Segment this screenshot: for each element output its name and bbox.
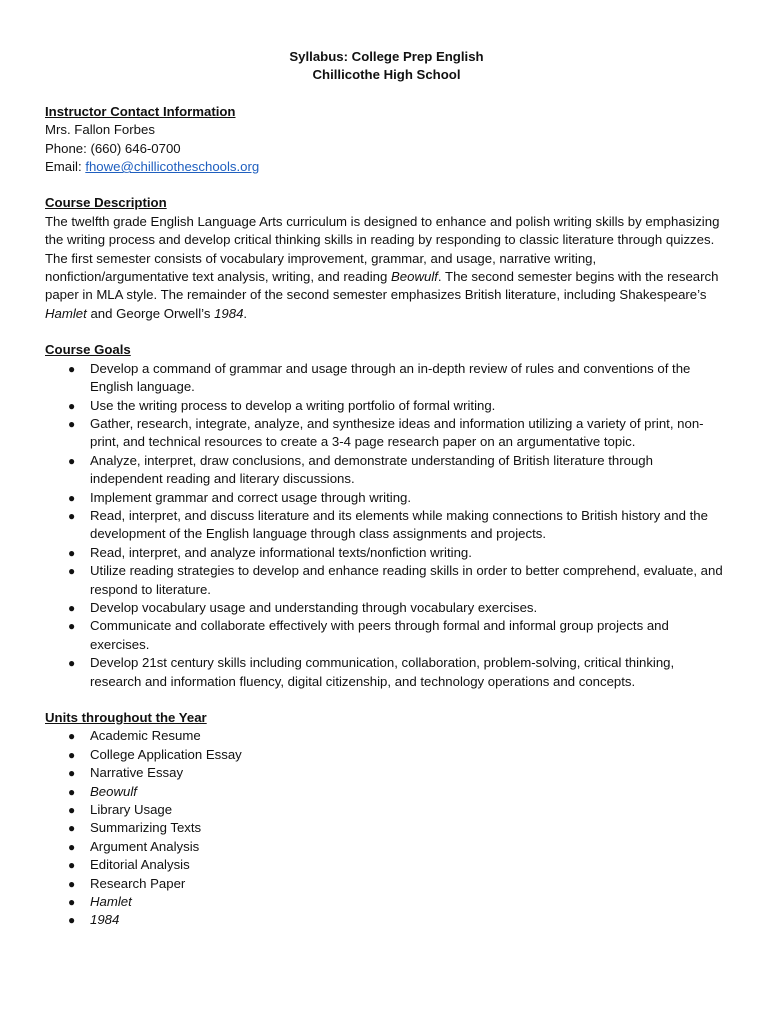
list-item-text: Utilize reading strategies to develop and enhance reading skills in order to better comprehend, evaluate, and respond to literature. — [90, 563, 723, 597]
bullet-icon: ● — [68, 619, 76, 634]
bullet-icon: ● — [68, 766, 76, 781]
bullet-icon: ● — [68, 839, 76, 854]
instructor-name: Mrs. Fallon Forbes — [45, 122, 155, 138]
bullet-icon: ● — [68, 895, 76, 910]
list-item — [45, 893, 728, 911]
list-item-text: Communicate and collaborate effectively with peers through formal and informal group projects and exercises. — [90, 618, 669, 652]
document-title — [45, 48, 728, 85]
bullet-icon: ● — [68, 508, 76, 523]
description-1984: 1984 — [214, 305, 244, 321]
list-item-text: Library Usage — [90, 802, 173, 818]
bullet-icon: ● — [68, 453, 76, 468]
contact-section — [45, 103, 728, 177]
list-item-text: Summarizing Texts — [90, 820, 202, 836]
bullet-icon: ● — [68, 361, 76, 376]
list-item-text: Beowulf — [90, 783, 137, 799]
list-item — [45, 819, 728, 837]
instructor-email-line — [45, 158, 728, 176]
list-item-text: Research Paper — [90, 875, 186, 891]
list-item — [45, 911, 728, 929]
list-item — [45, 397, 728, 415]
list-item — [45, 727, 728, 745]
units-list — [45, 727, 728, 929]
list-item-text: Narrative Essay — [90, 765, 184, 781]
email-link[interactable]: fhowe@chillicotheschools.org — [85, 159, 260, 175]
list-item-text: 1984 — [90, 912, 120, 928]
list-item-text: Academic Resume — [90, 728, 201, 744]
list-item — [45, 415, 728, 452]
description-beowulf: Beowulf — [391, 269, 438, 285]
description-hamlet: Hamlet — [45, 305, 87, 321]
contact-heading: Instructor Contact Information — [45, 103, 236, 119]
bullet-icon: ● — [68, 821, 76, 836]
bullet-icon: ● — [68, 858, 76, 873]
description-part-3: and George Orwell’s — [86, 305, 215, 321]
list-item-text: College Application Essay — [90, 746, 242, 762]
list-item-text: Read, interpret, and analyze informational texts/nonfiction writing. — [90, 544, 472, 560]
list-item — [45, 764, 728, 782]
list-item-text: Editorial Analysis — [90, 857, 190, 873]
list-item-text: Read, interpret, and discuss literature and its elements while making connections to British history and the development of the English language through class assignments and projects. — [90, 507, 708, 542]
list-item-text: Implement grammar and correct usage through writing. — [90, 489, 412, 505]
description-part-1: The twelfth grade English Language Arts curriculum is designed to enhance and polish writing skills by emphasizing the writing process and develop critical thinking skills in reading by responding to classic literature through quizzes. The first semester consists of vocabulary improvement, grammar, and usage, narrative writing, nonfiction/argumentative text analysis, writing, and reading — [45, 213, 720, 285]
units-heading: Units throughout the Year — [45, 710, 207, 725]
bullet-icon: ● — [68, 398, 76, 413]
list-item — [45, 875, 728, 893]
list-item-text: Develop a command of grammar and usage through an in-depth review of rules and conventions of the English language. — [90, 360, 691, 395]
list-item — [45, 562, 728, 599]
list-item — [45, 599, 728, 617]
list-item — [45, 452, 728, 489]
bullet-icon: ● — [68, 803, 76, 818]
title-course: Syllabus: College Prep English — [289, 49, 484, 64]
bullet-icon: ● — [68, 876, 76, 891]
description-text — [45, 213, 728, 323]
bullet-icon: ● — [68, 600, 76, 615]
list-item-text: Develop 21st century skills including communication, collaboration, problem-solving, critical thinking, research and information fluency, digital citizenship, and technology operations and concepts. — [90, 655, 675, 689]
bullet-icon: ● — [68, 656, 76, 671]
instructor-phone: Phone: (660) 646-0700 — [45, 140, 181, 156]
title-school: Chillicothe High School — [312, 67, 461, 83]
description-heading: Course Description — [45, 195, 167, 211]
email-label: Email: — [45, 159, 86, 175]
list-item-text: Use the writing process to develop a writing portfolio of formal writing. — [90, 397, 496, 413]
bullet-icon: ● — [68, 490, 76, 505]
list-item — [45, 617, 728, 654]
list-item — [45, 489, 728, 507]
bullet-icon: ● — [68, 913, 76, 928]
goals-heading: Course Goals — [45, 342, 131, 358]
units-section — [45, 709, 728, 930]
list-item-text: Argument Analysis — [90, 838, 200, 854]
list-item-text: Analyze, interpret, draw conclusions, and demonstrate understanding of British literature through independent reading and literary discussions. — [90, 452, 653, 487]
list-item-text: Develop vocabulary usage and understanding through vocabulary exercises. — [90, 599, 538, 615]
description-part-4: . — [243, 305, 248, 321]
list-item — [45, 801, 728, 819]
list-item — [45, 856, 728, 874]
goals-section — [45, 341, 728, 691]
bullet-icon: ● — [68, 729, 76, 744]
list-item — [45, 507, 728, 544]
list-item-text: Gather, research, integrate, analyze, and synthesize ideas and information utilizing a variety of print, non-print, and technical resources to create a 3-4 page research paper on an argumentative topic. — [90, 415, 704, 450]
bullet-icon: ● — [68, 545, 76, 560]
list-item — [45, 360, 728, 397]
list-item — [45, 544, 728, 562]
bullet-icon: ● — [68, 564, 76, 579]
bullet-icon: ● — [68, 416, 76, 431]
list-item — [45, 783, 728, 801]
goals-list — [45, 360, 728, 691]
bullet-icon: ● — [68, 747, 76, 762]
list-item — [45, 838, 728, 856]
list-item — [45, 746, 728, 764]
description-part-2: . The second semester begins with the research paper in MLA style. The remainder of the second semester emphasizes British literature, including Shakespeare’s — [45, 269, 719, 303]
list-item — [45, 654, 728, 691]
description-section — [45, 194, 728, 323]
list-item-text: Hamlet — [90, 894, 132, 910]
bullet-icon: ● — [68, 784, 76, 799]
